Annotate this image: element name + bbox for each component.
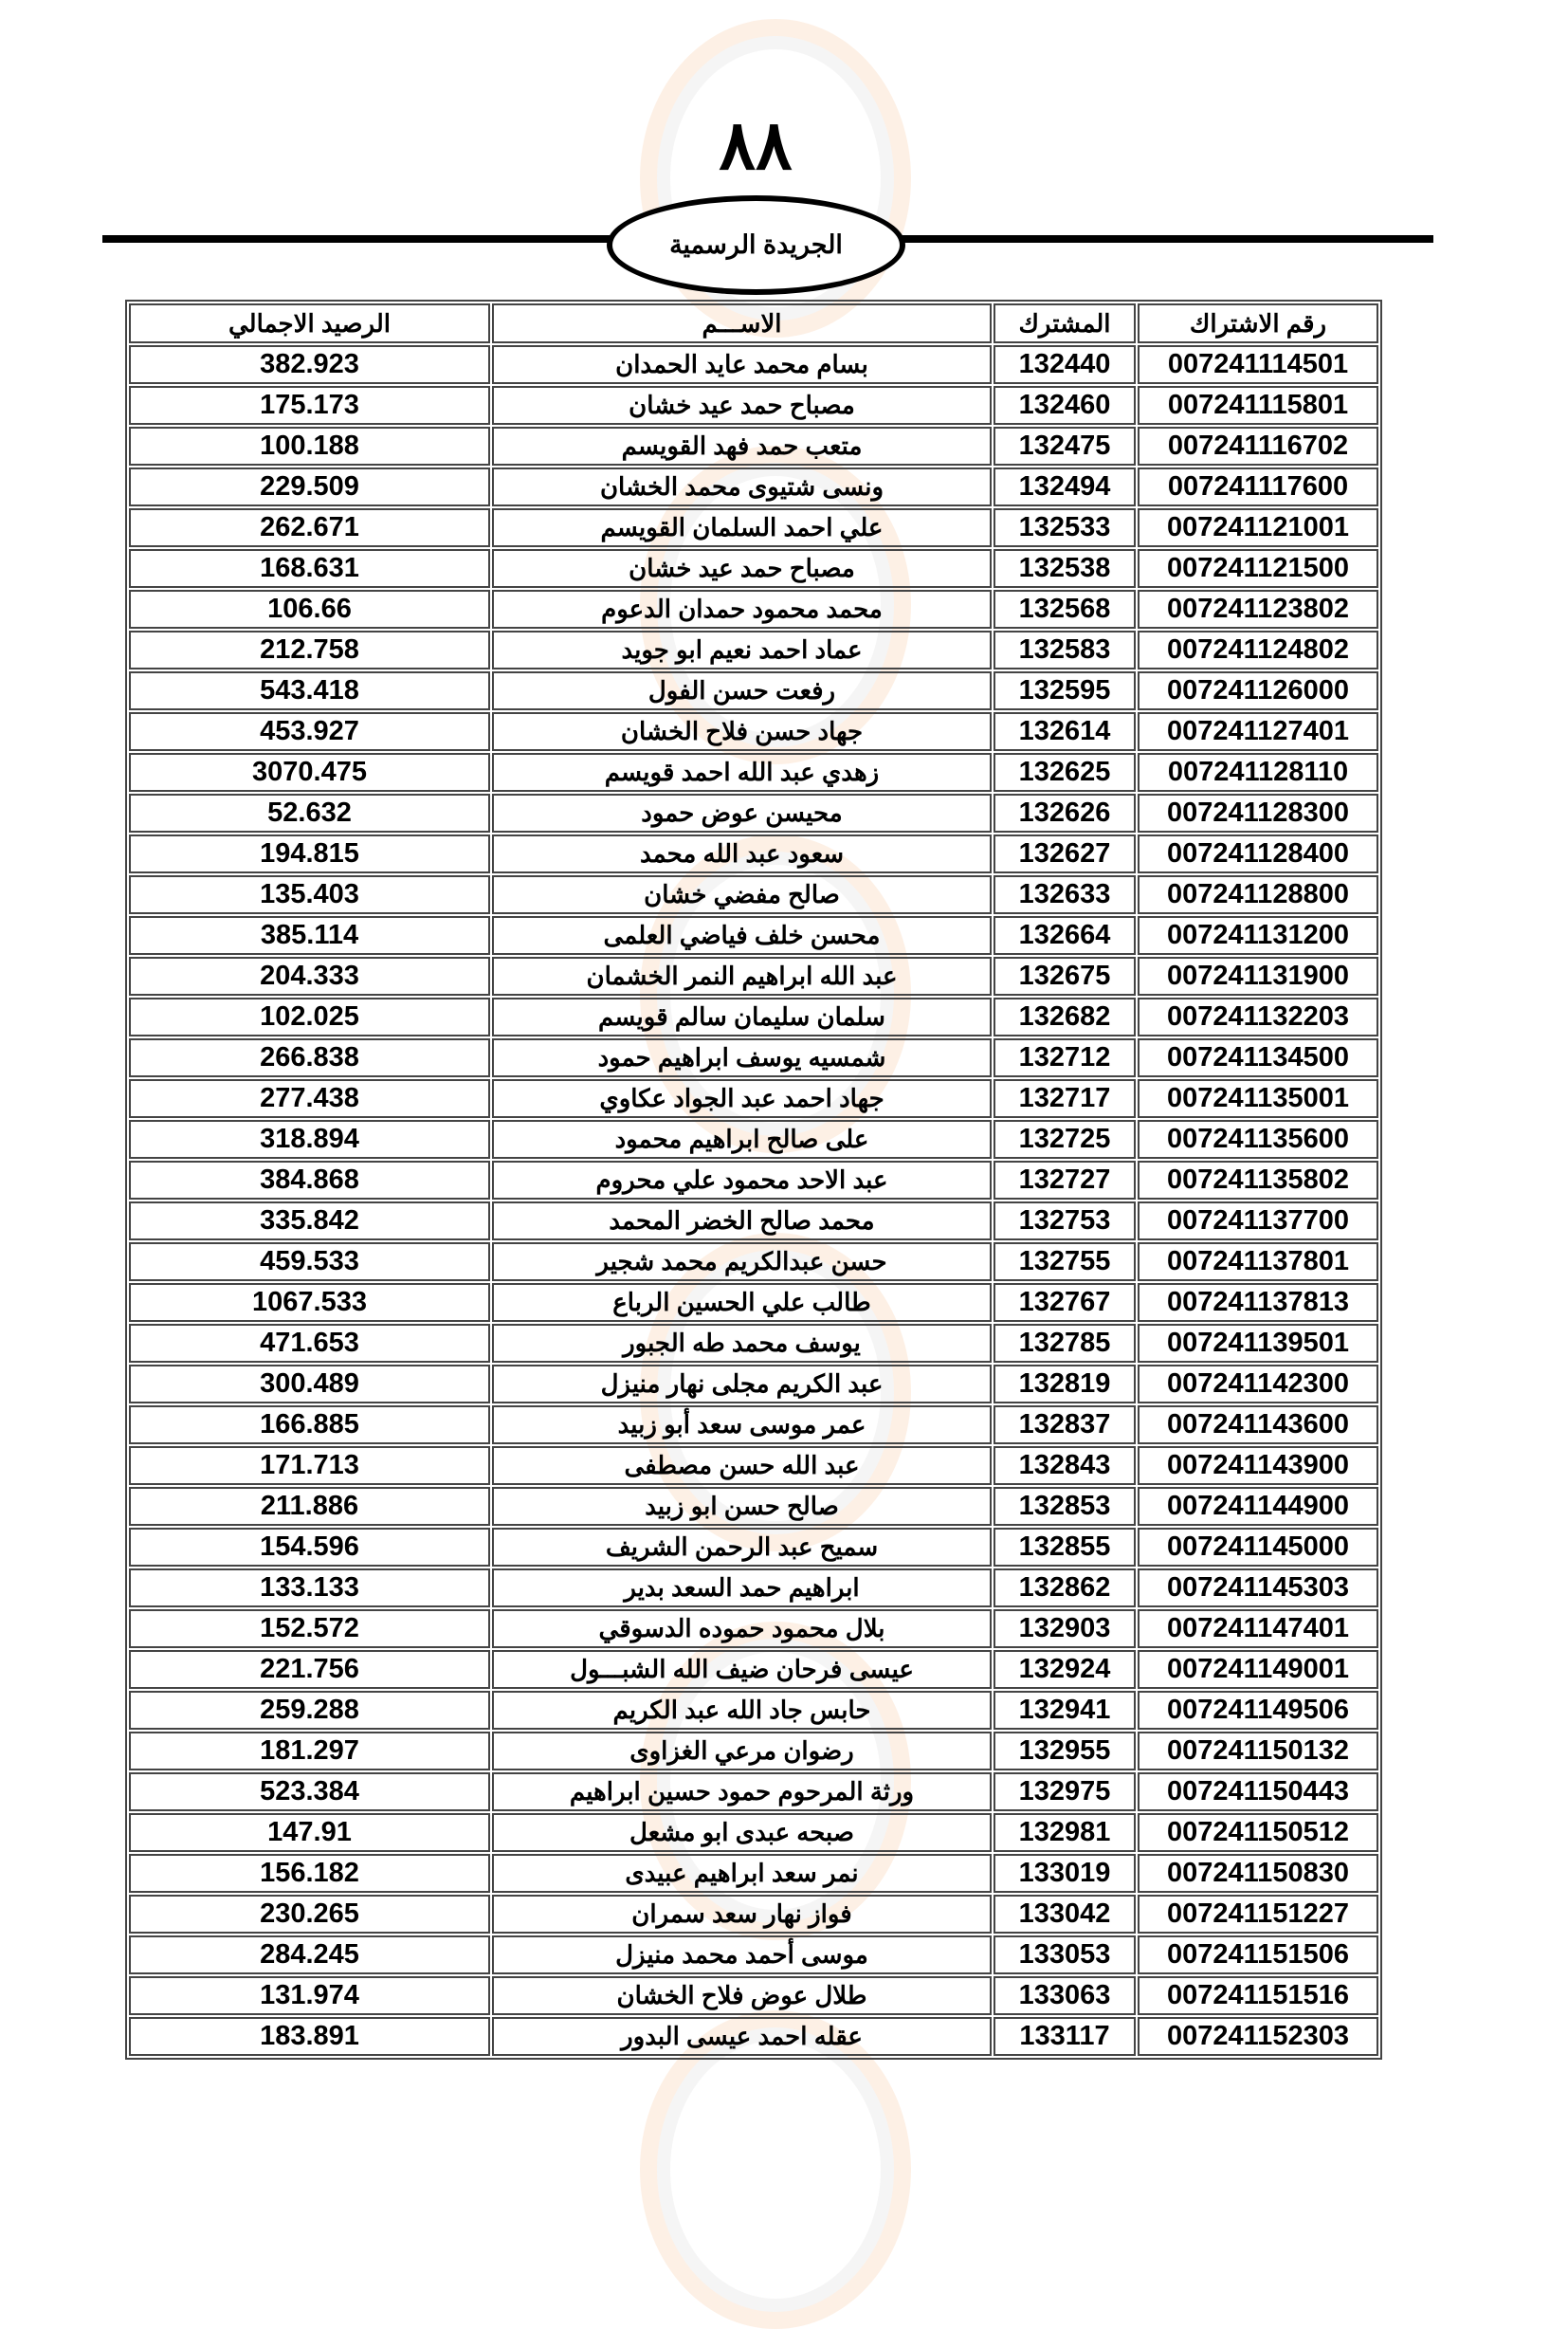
subscriber-cell: 132538 [994, 549, 1136, 588]
total-balance-cell: 523.384 [129, 1772, 490, 1811]
name-cell: ونسى شتيوى محمد الخشان [492, 468, 992, 506]
total-balance-cell: 147.91 [129, 1813, 490, 1852]
table-row [129, 875, 1378, 914]
table-row [129, 671, 1378, 710]
total-balance-cell: 211.886 [129, 1487, 490, 1526]
subscriber-cell: 132712 [994, 1038, 1136, 1077]
table-row [129, 1691, 1378, 1730]
subscriber-cell: 132627 [994, 834, 1136, 873]
column-header-name: الاســـم [492, 303, 992, 343]
total-balance-cell: 453.927 [129, 712, 490, 751]
table-row [129, 712, 1378, 751]
name-cell: يوسف محمد طه الجبور [492, 1324, 992, 1363]
total-balance-cell: 318.894 [129, 1120, 490, 1159]
name-cell: سعود عبد الله محمد [492, 834, 992, 873]
total-balance-cell: 175.173 [129, 386, 490, 425]
name-cell: سميح عبد الرحمن الشريف [492, 1528, 992, 1567]
subscription-number-cell: 007241151506 [1138, 1935, 1378, 1974]
table-row [129, 1650, 1378, 1689]
name-cell: رفعت حسن الفول [492, 671, 992, 710]
name-cell: محيسن عوض حمود [492, 794, 992, 833]
total-balance-cell: 181.297 [129, 1732, 490, 1770]
subscription-number-cell: 007241150512 [1138, 1813, 1378, 1852]
subscriber-cell: 132903 [994, 1609, 1136, 1648]
subscription-number-cell: 007241145303 [1138, 1568, 1378, 1607]
total-balance-cell: 277.438 [129, 1079, 490, 1118]
total-balance-cell: 168.631 [129, 549, 490, 588]
subscription-number-cell: 007241134500 [1138, 1038, 1378, 1077]
subscription-number-cell: 007241124802 [1138, 631, 1378, 669]
name-cell: جهاد حسن فلاح الخشان [492, 712, 992, 751]
subscription-number-cell: 007241143900 [1138, 1446, 1378, 1485]
total-balance-cell: 52.632 [129, 794, 490, 833]
name-cell: عمر موسى سعد أبو زبيد [492, 1405, 992, 1444]
subscription-number-cell: 007241116702 [1138, 427, 1378, 466]
subscription-number-cell: 007241114501 [1138, 345, 1378, 384]
name-cell: متعب حمد فهد القويسم [492, 427, 992, 466]
subscriber-cell: 132633 [994, 875, 1136, 914]
subscriber-cell: 132626 [994, 794, 1136, 833]
table-row [129, 1242, 1378, 1281]
table-row [129, 957, 1378, 996]
subscriber-cell: 132853 [994, 1487, 1136, 1526]
subscriber-cell: 132819 [994, 1365, 1136, 1403]
total-balance-cell: 262.671 [129, 508, 490, 547]
total-balance-cell: 335.842 [129, 1201, 490, 1240]
total-balance-cell: 194.815 [129, 834, 490, 873]
table-row [129, 1813, 1378, 1852]
total-balance-cell: 266.838 [129, 1038, 490, 1077]
subscriber-cell: 132837 [994, 1405, 1136, 1444]
subscriber-cell: 132755 [994, 1242, 1136, 1281]
subscription-number-cell: 007241128110 [1138, 753, 1378, 792]
total-balance-cell: 102.025 [129, 998, 490, 1036]
name-cell: عيسى فرحان ضيف الله الشبـــول [492, 1650, 992, 1689]
total-balance-cell: 183.891 [129, 2017, 490, 2056]
table-row [129, 794, 1378, 833]
subscription-number-cell: 007241151516 [1138, 1976, 1378, 2015]
subscriber-cell: 132717 [994, 1079, 1136, 1118]
name-cell: سلمان سليمان سالم قويسم [492, 998, 992, 1036]
name-cell: عقله احمد عيسى البدور [492, 2017, 992, 2056]
table-row [129, 1283, 1378, 1322]
name-cell: حابس جاد الله عبد الكريم [492, 1691, 992, 1730]
subscriber-cell: 132595 [994, 671, 1136, 710]
table-row [129, 1038, 1378, 1077]
name-cell: محمد محمود حمدان الدعوم [492, 590, 992, 629]
table-row [129, 1365, 1378, 1403]
table-row [129, 468, 1378, 506]
name-cell: صبحه عبدى ابو مشعل [492, 1813, 992, 1852]
subscriber-cell: 132753 [994, 1201, 1136, 1240]
name-cell: عبد الله حسن مصطفى [492, 1446, 992, 1485]
subscriber-cell: 133019 [994, 1854, 1136, 1893]
page-number: ٨٨ [719, 108, 793, 184]
name-cell: طلال عوض فلاح الخشان [492, 1976, 992, 2015]
total-balance-cell: 300.489 [129, 1365, 490, 1403]
subscriber-cell: 132614 [994, 712, 1136, 751]
subscription-number-cell: 007241137801 [1138, 1242, 1378, 1281]
subscriber-cell: 132981 [994, 1813, 1136, 1852]
subscriber-cell: 132675 [994, 957, 1136, 996]
subscription-number-cell: 007241131900 [1138, 957, 1378, 996]
name-cell: علي احمد السلمان القويسم [492, 508, 992, 547]
table-row [129, 427, 1378, 466]
subscriber-cell: 132725 [994, 1120, 1136, 1159]
table-row [129, 916, 1378, 955]
subscriber-cell: 133053 [994, 1935, 1136, 1974]
name-cell: حسن عبدالكريم محمد شجير [492, 1242, 992, 1281]
name-cell: نمر سعد ابراهيم عبيدى [492, 1854, 992, 1893]
total-balance-cell: 152.572 [129, 1609, 490, 1648]
subscriber-cell: 132924 [994, 1650, 1136, 1689]
subscriber-cell: 132664 [994, 916, 1136, 955]
name-cell: رضوان مرعي الغزاوى [492, 1732, 992, 1770]
subscription-number-cell: 007241137813 [1138, 1283, 1378, 1322]
name-cell: موسى أحمد محمد منيزل [492, 1935, 992, 1974]
subscription-number-cell: 007241137700 [1138, 1201, 1378, 1240]
total-balance-cell: 221.756 [129, 1650, 490, 1689]
total-balance-cell: 382.923 [129, 345, 490, 384]
subscription-number-cell: 007241150443 [1138, 1772, 1378, 1811]
table-row [129, 1120, 1378, 1159]
table-row [129, 386, 1378, 425]
subscription-number-cell: 007241127401 [1138, 712, 1378, 751]
name-cell: عماد احمد نعيم ابو جويد [492, 631, 992, 669]
subscriber-cell: 132975 [994, 1772, 1136, 1811]
subscriber-cell: 132625 [994, 753, 1136, 792]
column-header-subscriber: المشترك [994, 303, 1136, 343]
table-row [129, 1161, 1378, 1200]
subscription-number-cell: 007241115801 [1138, 386, 1378, 425]
subscription-number-cell: 007241149001 [1138, 1650, 1378, 1689]
subscription-number-cell: 007241131200 [1138, 916, 1378, 955]
table-row [129, 834, 1378, 873]
total-balance-cell: 135.403 [129, 875, 490, 914]
name-cell: جهاد احمد عبد الجواد عكاوي [492, 1079, 992, 1118]
table-row [129, 753, 1378, 792]
total-balance-cell: 385.114 [129, 916, 490, 955]
total-balance-cell: 230.265 [129, 1895, 490, 1934]
total-balance-cell: 384.868 [129, 1161, 490, 1200]
total-balance-cell: 3070.475 [129, 753, 490, 792]
total-balance-cell: 106.66 [129, 590, 490, 629]
total-balance-cell: 1067.533 [129, 1283, 490, 1322]
total-balance-cell: 259.288 [129, 1691, 490, 1730]
table-row [129, 1487, 1378, 1526]
table-row [129, 1405, 1378, 1444]
table-row [129, 1528, 1378, 1567]
subscription-number-cell: 007241143600 [1138, 1405, 1378, 1444]
name-cell: عبد الكريم مجلى نهار منيزل [492, 1365, 992, 1403]
name-cell: زهدي عبد الله احمد قويسم [492, 753, 992, 792]
subscriber-cell: 132862 [994, 1568, 1136, 1607]
subscription-number-cell: 007241128300 [1138, 794, 1378, 833]
total-balance-cell: 154.596 [129, 1528, 490, 1567]
table-row [129, 345, 1378, 384]
publication-title-oval [607, 195, 905, 295]
table-row [129, 1568, 1378, 1607]
total-balance-cell: 543.418 [129, 671, 490, 710]
table-row [129, 1976, 1378, 2015]
name-cell: مصباح حمد عيد خشان [492, 549, 992, 588]
name-cell: ورثة المرحوم حمود حسين ابراهيم [492, 1772, 992, 1811]
name-cell: طالب علي الحسين الرباع [492, 1283, 992, 1322]
total-balance-cell: 212.758 [129, 631, 490, 669]
subscription-number-cell: 007241150132 [1138, 1732, 1378, 1770]
table-row [129, 1446, 1378, 1485]
name-cell: بلال محمود حموده الدسوقي [492, 1609, 992, 1648]
name-cell: شمسيه يوسف ابراهيم حمود [492, 1038, 992, 1077]
subscription-number-cell: 007241151227 [1138, 1895, 1378, 1934]
subscriber-cell: 132460 [994, 386, 1136, 425]
subscriber-cell: 132941 [994, 1691, 1136, 1730]
total-balance-cell: 171.713 [129, 1446, 490, 1485]
name-cell: صالح حسن ابو زبيد [492, 1487, 992, 1526]
subscriber-cell: 132682 [994, 998, 1136, 1036]
total-balance-cell: 459.533 [129, 1242, 490, 1281]
name-cell: بسام محمد عايد الحمدان [492, 345, 992, 384]
subscription-number-cell: 007241147401 [1138, 1609, 1378, 1648]
column-header-subscription-number: رقم الاشتراك [1138, 303, 1378, 343]
subscriber-cell: 132494 [994, 468, 1136, 506]
publication-title: الجريدة الرسمية [669, 230, 843, 259]
table-row [129, 1935, 1378, 1974]
table-row [129, 1609, 1378, 1648]
total-balance-cell: 284.245 [129, 1935, 490, 1974]
column-header-total-balance: الرصيد الاجمالي [129, 303, 490, 343]
subscribers-table [125, 300, 1382, 2060]
name-cell: محمد صالح الخضر المحمد [492, 1201, 992, 1240]
name-cell: ابراهيم حمد السعد بدير [492, 1568, 992, 1607]
subscriber-cell: 132568 [994, 590, 1136, 629]
subscription-number-cell: 007241152303 [1138, 2017, 1378, 2056]
name-cell: فواز نهار سعد سمران [492, 1895, 992, 1934]
table-row [129, 1079, 1378, 1118]
subscriber-cell: 133063 [994, 1976, 1136, 2015]
table-row [129, 631, 1378, 669]
table-row [129, 1854, 1378, 1893]
subscriber-cell: 132727 [994, 1161, 1136, 1200]
total-balance-cell: 133.133 [129, 1568, 490, 1607]
total-balance-cell: 166.885 [129, 1405, 490, 1444]
subscription-number-cell: 007241142300 [1138, 1365, 1378, 1403]
table-row [129, 1732, 1378, 1770]
subscriber-cell: 132955 [994, 1732, 1136, 1770]
table-row [129, 549, 1378, 588]
name-cell: مصباح حمد عيد خشان [492, 386, 992, 425]
subscription-number-cell: 007241132203 [1138, 998, 1378, 1036]
subscription-number-cell: 007241121500 [1138, 549, 1378, 588]
table-row [129, 998, 1378, 1036]
name-cell: عبد الله ابراهيم النمر الخشمان [492, 957, 992, 996]
subscription-number-cell: 007241144900 [1138, 1487, 1378, 1526]
table-row [129, 2017, 1378, 2056]
table-header-row [129, 303, 1378, 343]
subscription-number-cell: 007241150830 [1138, 1854, 1378, 1893]
subscription-number-cell: 007241135001 [1138, 1079, 1378, 1118]
total-balance-cell: 204.333 [129, 957, 490, 996]
subscription-number-cell: 007241117600 [1138, 468, 1378, 506]
total-balance-cell: 131.974 [129, 1976, 490, 2015]
subscription-number-cell: 007241149506 [1138, 1691, 1378, 1730]
table-row [129, 590, 1378, 629]
subscription-number-cell: 007241128400 [1138, 834, 1378, 873]
total-balance-cell: 471.653 [129, 1324, 490, 1363]
subscriber-cell: 132843 [994, 1446, 1136, 1485]
name-cell: عبد الاحد محمود علي محروم [492, 1161, 992, 1200]
table-row [129, 1324, 1378, 1363]
subscriber-cell: 132475 [994, 427, 1136, 466]
table-row [129, 508, 1378, 547]
subscriber-cell: 132855 [994, 1528, 1136, 1567]
subscription-number-cell: 007241139501 [1138, 1324, 1378, 1363]
subscription-number-cell: 007241123802 [1138, 590, 1378, 629]
subscription-number-cell: 007241128800 [1138, 875, 1378, 914]
total-balance-cell: 229.509 [129, 468, 490, 506]
name-cell: محسن خلف فياضي العلمى [492, 916, 992, 955]
name-cell: على صالح ابراهيم محمود [492, 1120, 992, 1159]
subscription-number-cell: 007241145000 [1138, 1528, 1378, 1567]
subscriber-cell: 133042 [994, 1895, 1136, 1934]
subscriber-cell: 133117 [994, 2017, 1136, 2056]
table-row [129, 1895, 1378, 1934]
table-row [129, 1201, 1378, 1240]
subscription-number-cell: 007241126000 [1138, 671, 1378, 710]
table-row [129, 1772, 1378, 1811]
subscriber-cell: 132583 [994, 631, 1136, 669]
subscription-number-cell: 007241121001 [1138, 508, 1378, 547]
total-balance-cell: 156.182 [129, 1854, 490, 1893]
subscriber-cell: 132767 [994, 1283, 1136, 1322]
name-cell: صالح مفضي خشان [492, 875, 992, 914]
subscriber-cell: 132440 [994, 345, 1136, 384]
subscriber-cell: 132533 [994, 508, 1136, 547]
subscription-number-cell: 007241135802 [1138, 1161, 1378, 1200]
total-balance-cell: 100.188 [129, 427, 490, 466]
subscriber-cell: 132785 [994, 1324, 1136, 1363]
subscription-number-cell: 007241135600 [1138, 1120, 1378, 1159]
